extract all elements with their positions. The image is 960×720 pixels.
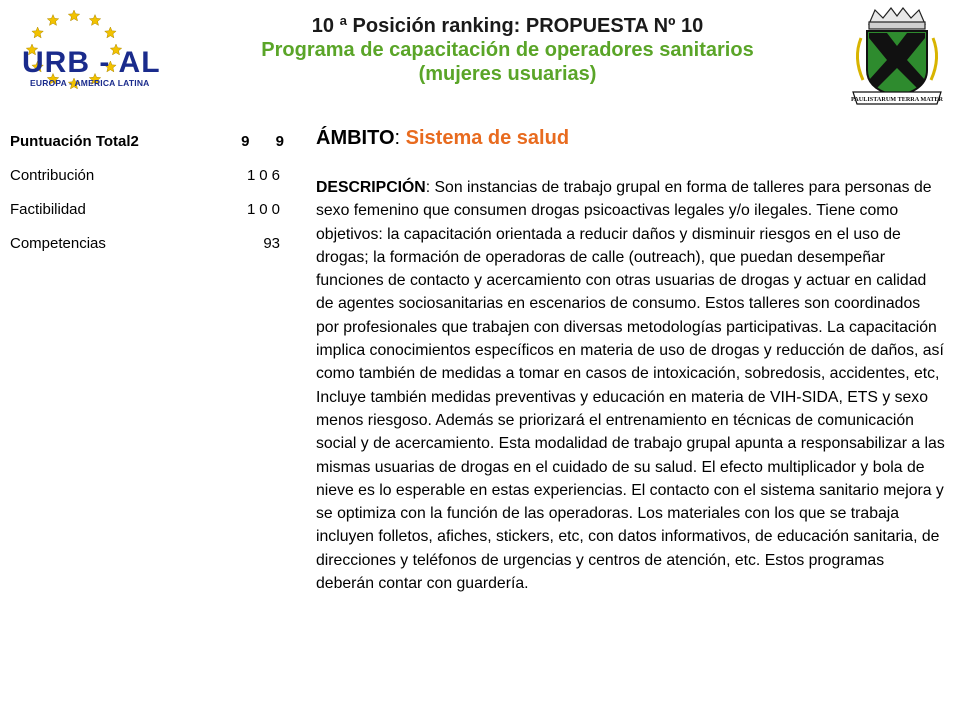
description-separator: : xyxy=(425,179,431,196)
page-subtitle-line2: (mujeres usuarias) xyxy=(418,63,597,85)
score-value: 93 xyxy=(263,235,280,252)
page-subtitle-line1: Programa de capacitación de operadores sanitarios xyxy=(261,39,754,61)
urbal-logo xyxy=(8,8,164,94)
score-label: Factibilidad xyxy=(10,201,86,218)
score-row-factibilidad xyxy=(10,196,290,230)
score-value: 9 9 xyxy=(241,133,284,150)
star-icon xyxy=(68,10,79,21)
score-table xyxy=(10,128,290,264)
logo-text: URB - AL xyxy=(22,46,161,79)
description-label: DESCRIPCIÓN xyxy=(316,179,426,196)
coat-of-arms-icon xyxy=(847,4,947,108)
score-label: Competencias xyxy=(10,235,106,252)
star-icon xyxy=(105,27,116,38)
proposal-content xyxy=(316,124,946,595)
ambito-separator: : xyxy=(394,127,401,149)
description-paragraph xyxy=(316,176,946,595)
score-value: 106 xyxy=(246,167,284,184)
ambito-label: ÁMBITO xyxy=(316,127,395,149)
score-label: Puntuación Total2 xyxy=(10,133,139,150)
page-header xyxy=(180,14,835,86)
star-icon xyxy=(89,15,100,26)
description-text: Son instancias de trabajo grupal en forma de talleres para personas de sexo femenino que consumen drogas psicoactivas legales y/o ilegales. Tiene como objetivos: la capacitación orientada a reducir daños y disminuir riesgos en el uso de drogas; la formación de operadoras de calle (outreach), que puedan desempeñar funciones de contacto y acercamiento con otras usuarias de drogas y actuar en calidad de agentes sociosanitarias en escenarios de consumo. Estos talleres son coordinados por profesionales que trabajen con diversas metodologías participativas. La capacitación implica conocimientos específicos en materia de uso de drogas y reducción de daños, así como también de medidas a tomar en casos de intoxicación, sobredosis, accidentes, etc, Incluye también medidas preventivas y educación en materia de VIH-SIDA, ETS y sexo menos riesgoso. Además se priorizará el entrenamiento en técnicas de comunicación social y de acercamiento. Esta modalidad de trabajo grupal apunta a responsabilizar a las mismas usuarias de drogas en el cuidado de su salud. El efecto multiplicador y bola de nieve es lo esperable en estas experiencias. El contacto con el sistema sanitario mejora y se optimiza con la función de las operadoras. Los materiales con los que se trabaja incluyen folletos, afiches, stickers, etc, con datos informativos, de educación sanitaria, de direcciones y teléfonos de urgencias y centros de atención, etc. Estos programas deberán contar con guardería. xyxy=(316,179,945,593)
score-value: 100 xyxy=(246,201,284,218)
score-row-total xyxy=(10,128,290,162)
logo-subtitle: EUROPA - AMERICA LATINA xyxy=(30,78,150,88)
star-icon xyxy=(47,15,58,26)
score-label: Contribución xyxy=(10,167,95,184)
score-row-competencias xyxy=(10,230,290,264)
crest-motto: PAULISTARUM TERRA MATER xyxy=(850,96,944,103)
ambito-line xyxy=(316,124,946,152)
page-title: 10 ª Posición ranking: PROPUESTA Nº 10 xyxy=(311,15,704,37)
score-row-contribucion xyxy=(10,162,290,196)
city-crest xyxy=(847,4,947,108)
star-icon xyxy=(32,27,43,38)
ambito-value: Sistema de salud xyxy=(405,127,570,149)
